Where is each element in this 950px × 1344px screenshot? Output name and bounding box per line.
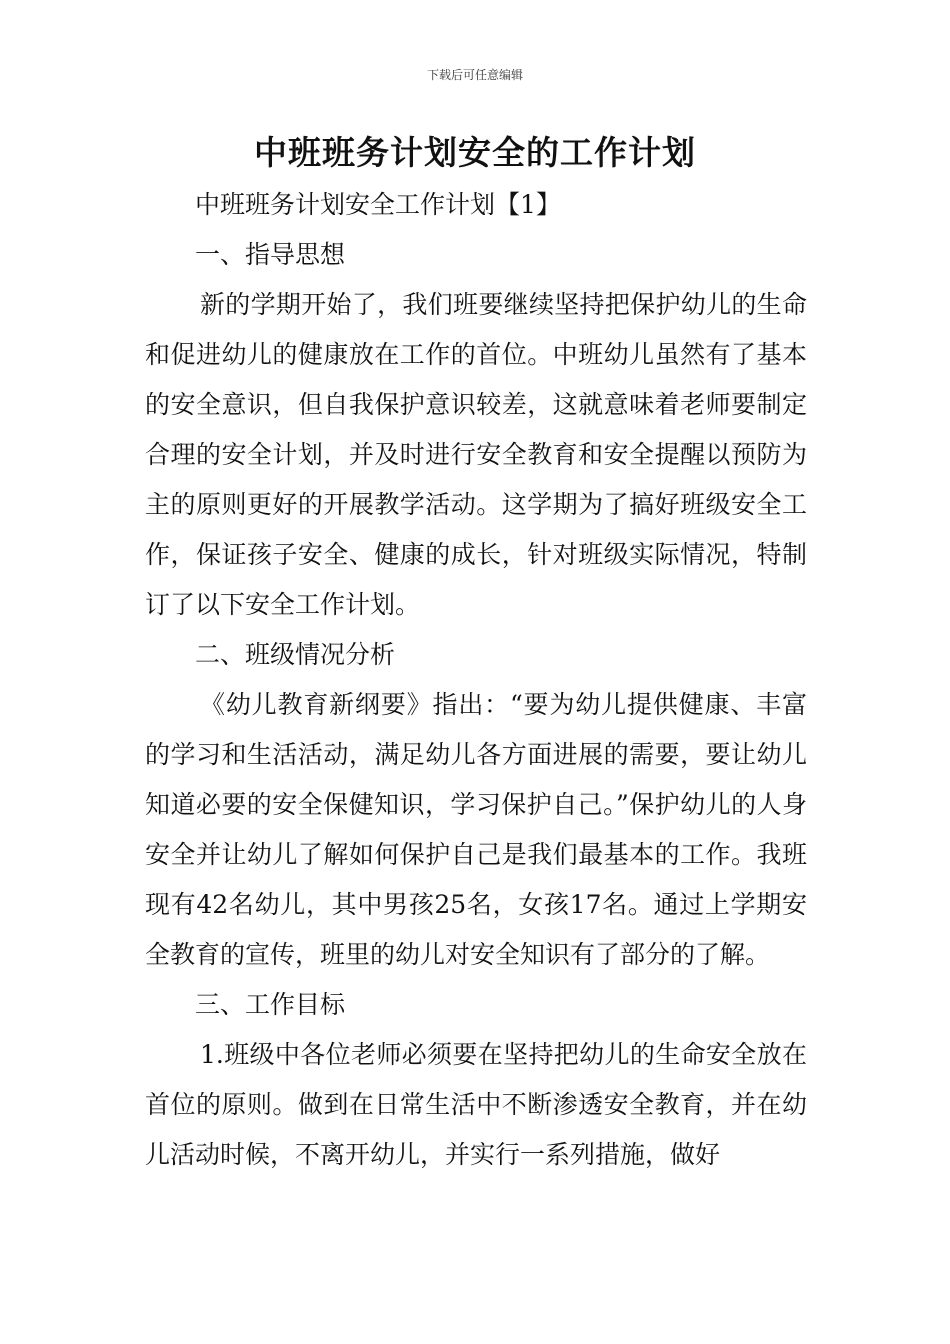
section-heading-3: 三、工作目标 [195, 990, 346, 1019]
section-paragraph-3: 1.班级中各位老师必须要在坚持把幼儿的生命安全放在首位的原则。做到在日常生活中不断渗透安全教育，并在幼儿活动时候，不离开幼儿，并实行一系列措施，做好 [145, 1040, 807, 1169]
document-title: 中班班务计划安全的工作计划 [254, 133, 696, 172]
section-heading-1: 一、指导思想 [195, 240, 346, 269]
subtitle: 中班班务计划安全工作计划【1】 [195, 190, 561, 219]
section-paragraph-1: 新的学期开始了，我们班要继续坚持把保护幼儿的生命和促进幼儿的健康放在工作的首位。中班幼儿虽然有了基本的安全意识，但自我保护意识较差，这就意味着老师要制定合理的安全计划，并及时进行安全教育和安全提醒以预防为主的原则更好的开展教学活动。这学期为了搞好班级安全工作，保证孩子安全、健康的成长，针对班级实际情况，特制订了以下安全工作计划。 [145, 290, 807, 619]
header-note: 下载后可任意编辑 [426, 68, 523, 82]
section-heading-2: 二、班级情况分析 [195, 640, 396, 669]
document-body [145, 180, 807, 1180]
section-paragraph-2: 《幼儿教育新纲要》指出：“要为幼儿提供健康、丰富的学习和生活活动，满足幼儿各方面进展的需要，要让幼儿知道必要的安全保健知识，学习保护自己。”保护幼儿的人身安全并让幼儿了解如何保护自己是我们最基本的工作。我班现有42名幼儿，其中男孩25名，女孩17名。通过上学期安全教育的宣传，班里的幼儿对安全知识有了部分的了解。 [145, 690, 807, 969]
